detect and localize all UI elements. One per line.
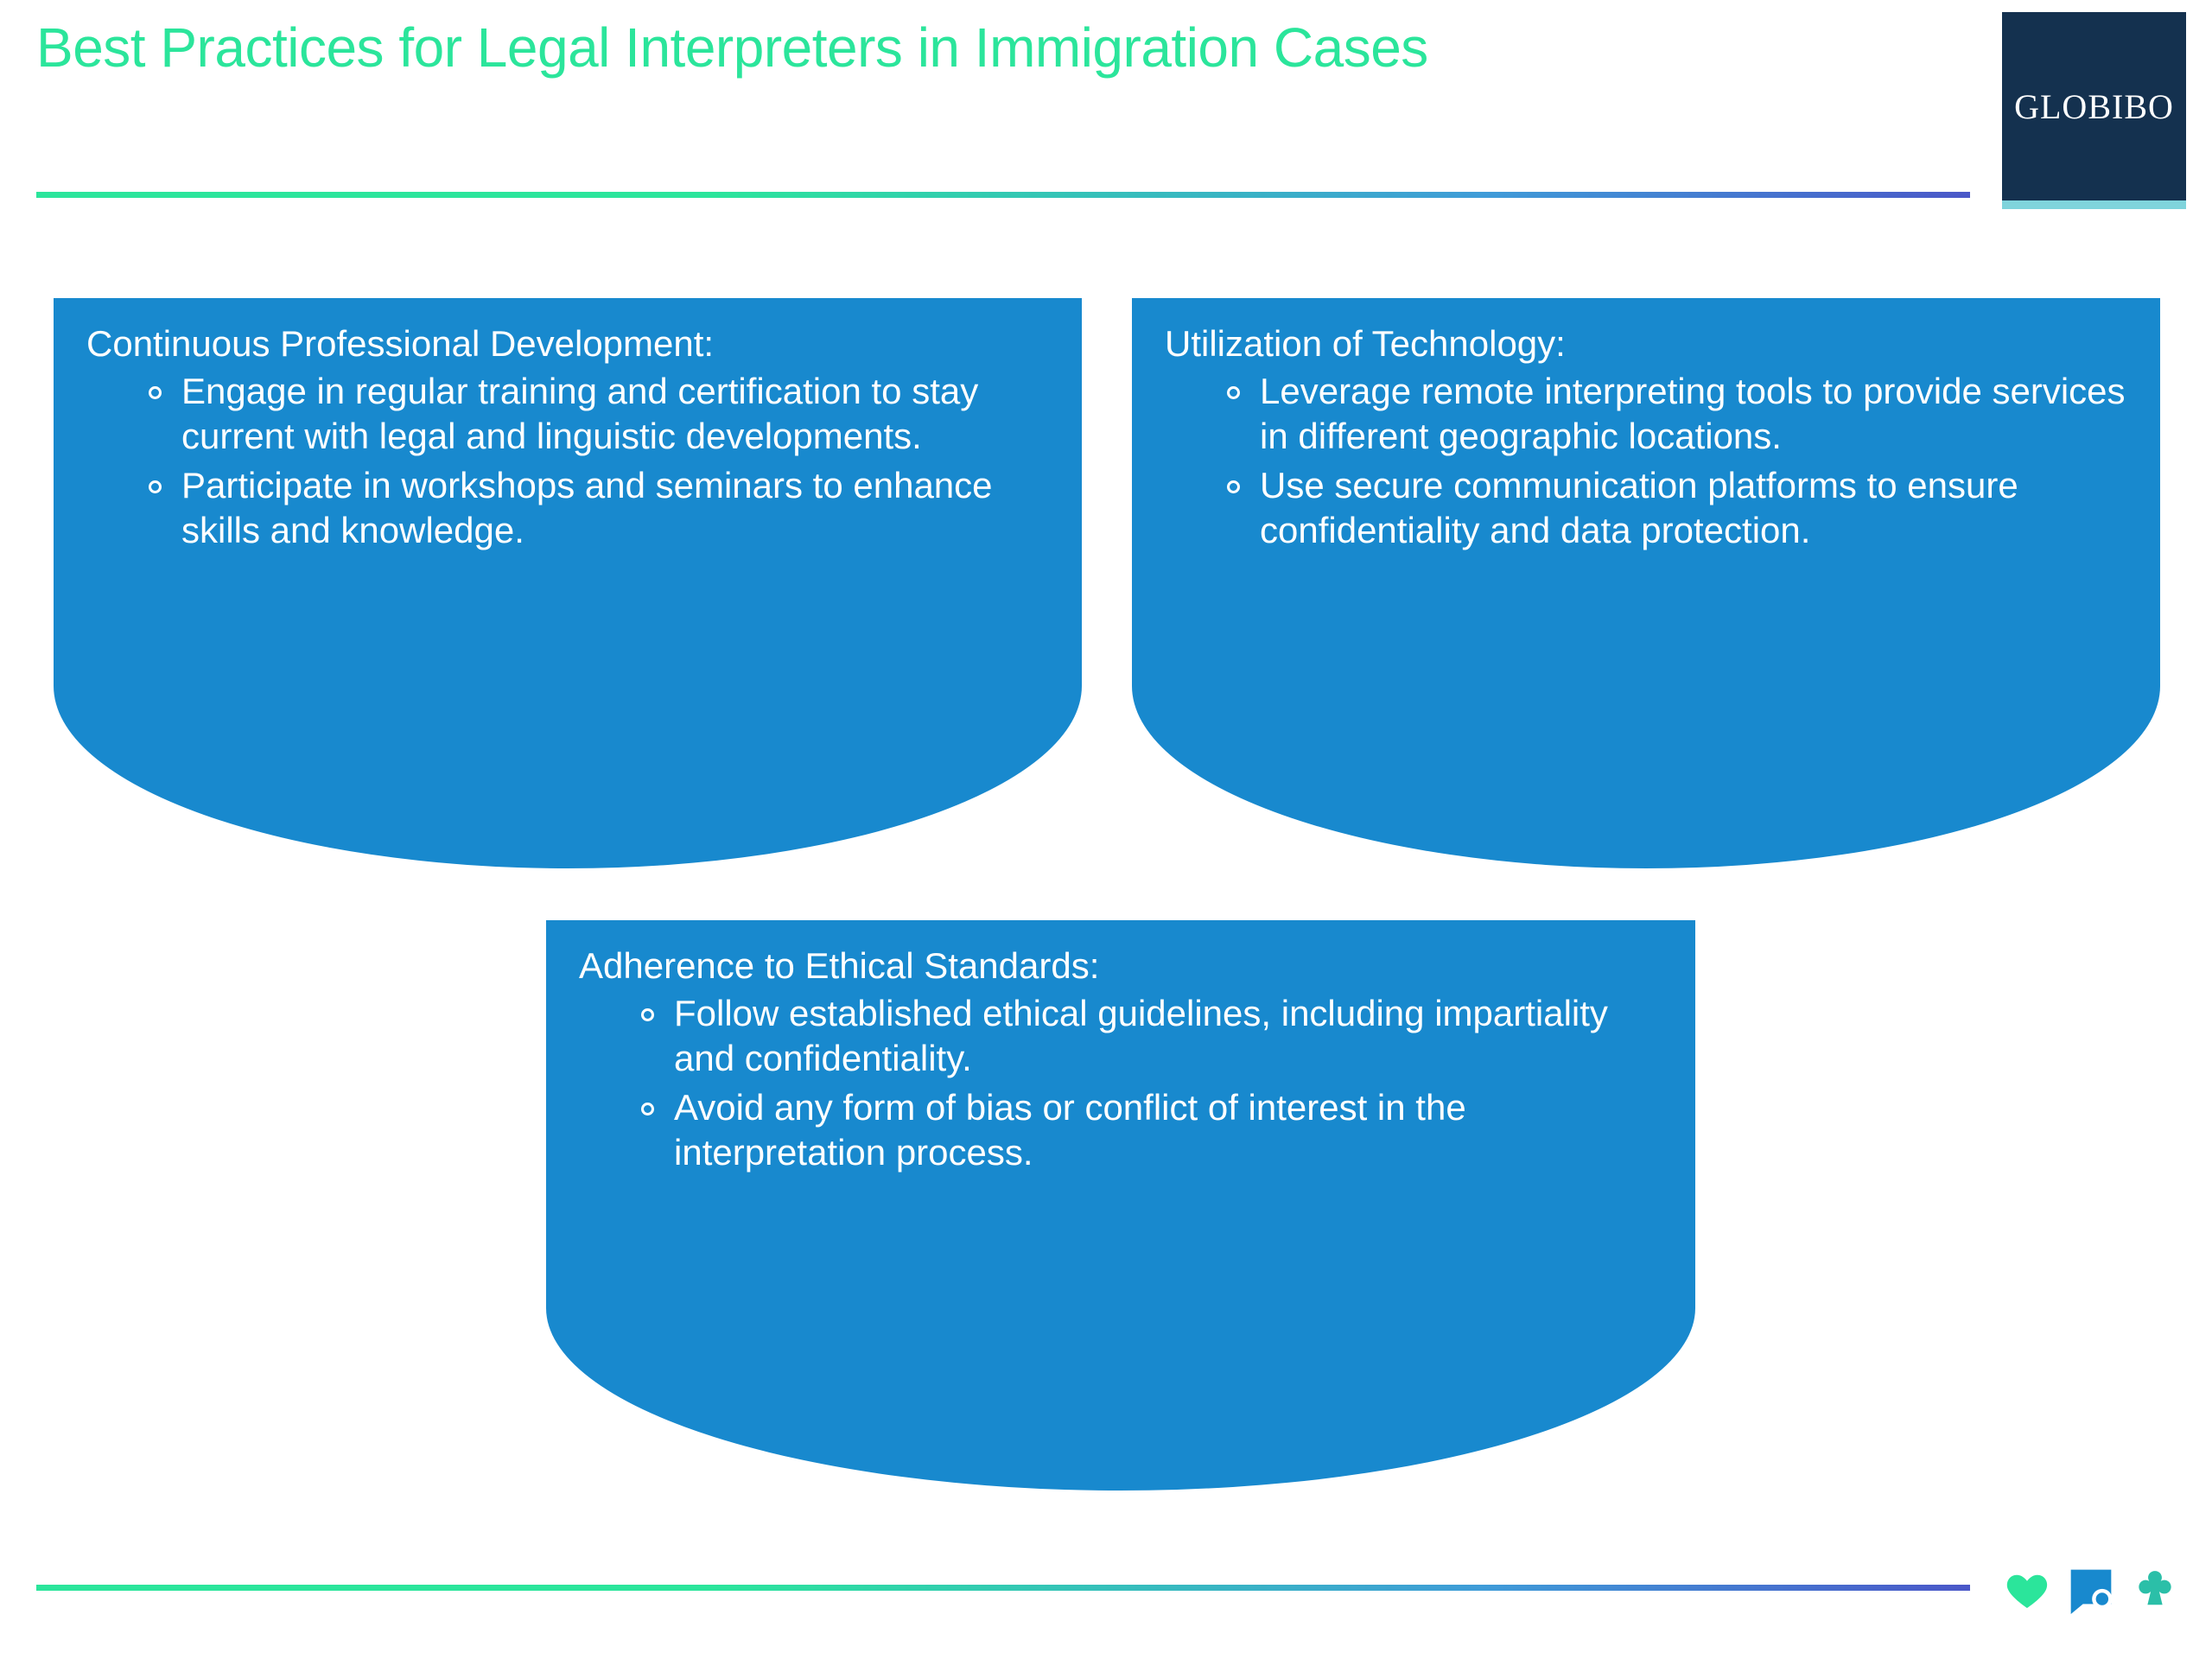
- card-title: Utilization of Technology:: [1165, 323, 1566, 364]
- card-bullet-list: [1165, 369, 2127, 554]
- card-bullet-list: [579, 991, 1662, 1176]
- list-item: Engage in regular training and certification to stay current with legal and linguistic developments.: [181, 369, 1049, 460]
- heart-icon: [2003, 1566, 2051, 1614]
- page-title: Best Practices for Legal Interpreters in Immigration Cases: [36, 16, 1428, 79]
- list-item: Avoid any form of bias or conflict of interest in the interpretation process.: [674, 1085, 1662, 1176]
- card-title: Adherence to Ethical Standards:: [579, 945, 1100, 986]
- speech-bubble-icon: [2067, 1566, 2115, 1614]
- content-card: [1132, 298, 2160, 868]
- list-item: Use secure communication platforms to ensure confidentiality and data protection.: [1260, 463, 2127, 554]
- footer-divider: [36, 1585, 1970, 1591]
- brand-logo-underline: [2002, 200, 2186, 209]
- card-bullet-list: [86, 369, 1049, 554]
- header-divider: [36, 192, 1970, 198]
- card-title: Continuous Professional Development:: [86, 323, 715, 364]
- content-card: [54, 298, 1082, 868]
- list-item: Leverage remote interpreting tools to provide services in different geographic locations.: [1260, 369, 2127, 460]
- footer-icon-group: [1946, 1551, 2179, 1629]
- list-item: Participate in workshops and seminars to enhance skills and knowledge.: [181, 463, 1049, 554]
- content-card: [546, 920, 1695, 1491]
- clover-icon: [2131, 1566, 2179, 1614]
- brand-logo-text: GLOBIBO: [2014, 86, 2174, 126]
- brand-logo: [2002, 12, 2186, 200]
- list-item: Follow established ethical guidelines, including impartiality and confidentiality.: [674, 991, 1662, 1082]
